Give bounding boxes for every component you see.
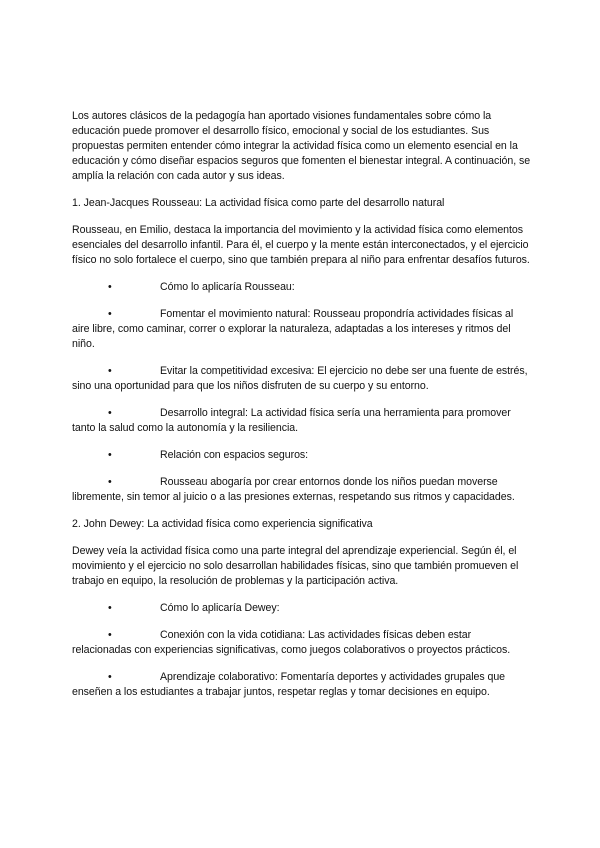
- bullet-text: Cómo lo aplicaría Dewey:: [160, 602, 280, 614]
- section-2-body: Dewey veía la actividad física como una parte integral del aprendizaje experiencial. Según él, el movimiento y el ejercicio no solo desarrollan habilidades físicas, sino que también promueven el trabajo en equipo, la resolución de problemas y la participación activa.: [72, 545, 519, 587]
- bullet-dot: •: [108, 449, 112, 461]
- bullet-text: Desarrollo integral: La actividad física sería una herramienta para promover tanto la salud como la autonomía y la resiliencia.: [72, 407, 511, 434]
- bullet-dot: •: [108, 602, 112, 614]
- section-1-bullet-4: [72, 406, 532, 436]
- section-1-bullet-2: [72, 307, 532, 352]
- bullet-text: Relación con espacios seguros:: [160, 449, 309, 461]
- section-1-bullet-1: [72, 280, 532, 295]
- section-1-bullet-5: [72, 448, 532, 463]
- bullet-dot: •: [108, 281, 112, 293]
- bullet-text: Rousseau abogaría por crear entornos donde los niños puedan moverse libremente, sin temor al juicio o a las presiones externas, respetando sus ritmos y capacidades.: [72, 476, 515, 503]
- section-2-bullet-3: [72, 670, 532, 700]
- bullet-text: Conexión con la vida cotidiana: Las actividades físicas deben estar relacionadas con experiencias significativas, como juegos colaborativos o proyectos prácticos.: [72, 629, 511, 656]
- section-1-bullet-6: [72, 475, 532, 505]
- document-page: [72, 109, 532, 712]
- bullet-dot: •: [108, 629, 112, 641]
- section-2-bullet-1: [72, 601, 532, 616]
- bullet-dot: •: [108, 365, 112, 377]
- section-2-heading: 2. John Dewey: La actividad física como experiencia significativa: [72, 518, 373, 530]
- bullet-dot: •: [108, 476, 112, 488]
- bullet-dot: •: [108, 407, 112, 419]
- section-1-bullet-3: [72, 364, 532, 394]
- bullet-text: Aprendizaje colaborativo: Fomentaría deportes y actividades grupales que enseñen a los estudiantes a trabajar juntos, respetar reglas y tomar decisiones en equipo.: [72, 671, 506, 698]
- section-2-bullet-2: [72, 628, 532, 658]
- section-1-body: Rousseau, en Emilio, destaca la importancia del movimiento y la actividad física como elementos esenciales del desarrollo infantil. Para él, el cuerpo y la mente están interconectados, y el ejercicio físico no solo fortalece el cuerpo, sino que también prepara al niño para enfrentar desafíos futuros.: [72, 224, 530, 266]
- intro-paragraph: Los autores clásicos de la pedagogía han aportado visiones fundamentales sobre cómo la educación puede promover el desarrollo físico, emocional y social de los estudiantes. Sus propuestas permiten entender cómo integrar la actividad física como un elemento esencial en la educación y cómo diseñar espacios seguros que fomenten el bienestar integral. A continuación, se amplía la relación con cada autor y sus ideas.: [72, 110, 531, 182]
- bullet-text: Evitar la competitividad excesiva: El ejercicio no debe ser una fuente de estrés, sino una oportunidad para que los niños disfruten de su cuerpo y su entorno.: [72, 365, 528, 392]
- bullet-text: Fomentar el movimiento natural: Rousseau propondría actividades físicas al aire libre, como caminar, correr o explorar la naturaleza, adaptadas a los intereses y ritmos del niño.: [72, 308, 514, 350]
- bullet-dot: •: [108, 671, 112, 683]
- bullet-dot: •: [108, 308, 112, 320]
- bullet-text: Cómo lo aplicaría Rousseau:: [160, 281, 295, 293]
- section-1-heading: 1. Jean-Jacques Rousseau: La actividad física como parte del desarrollo natural: [72, 197, 445, 209]
